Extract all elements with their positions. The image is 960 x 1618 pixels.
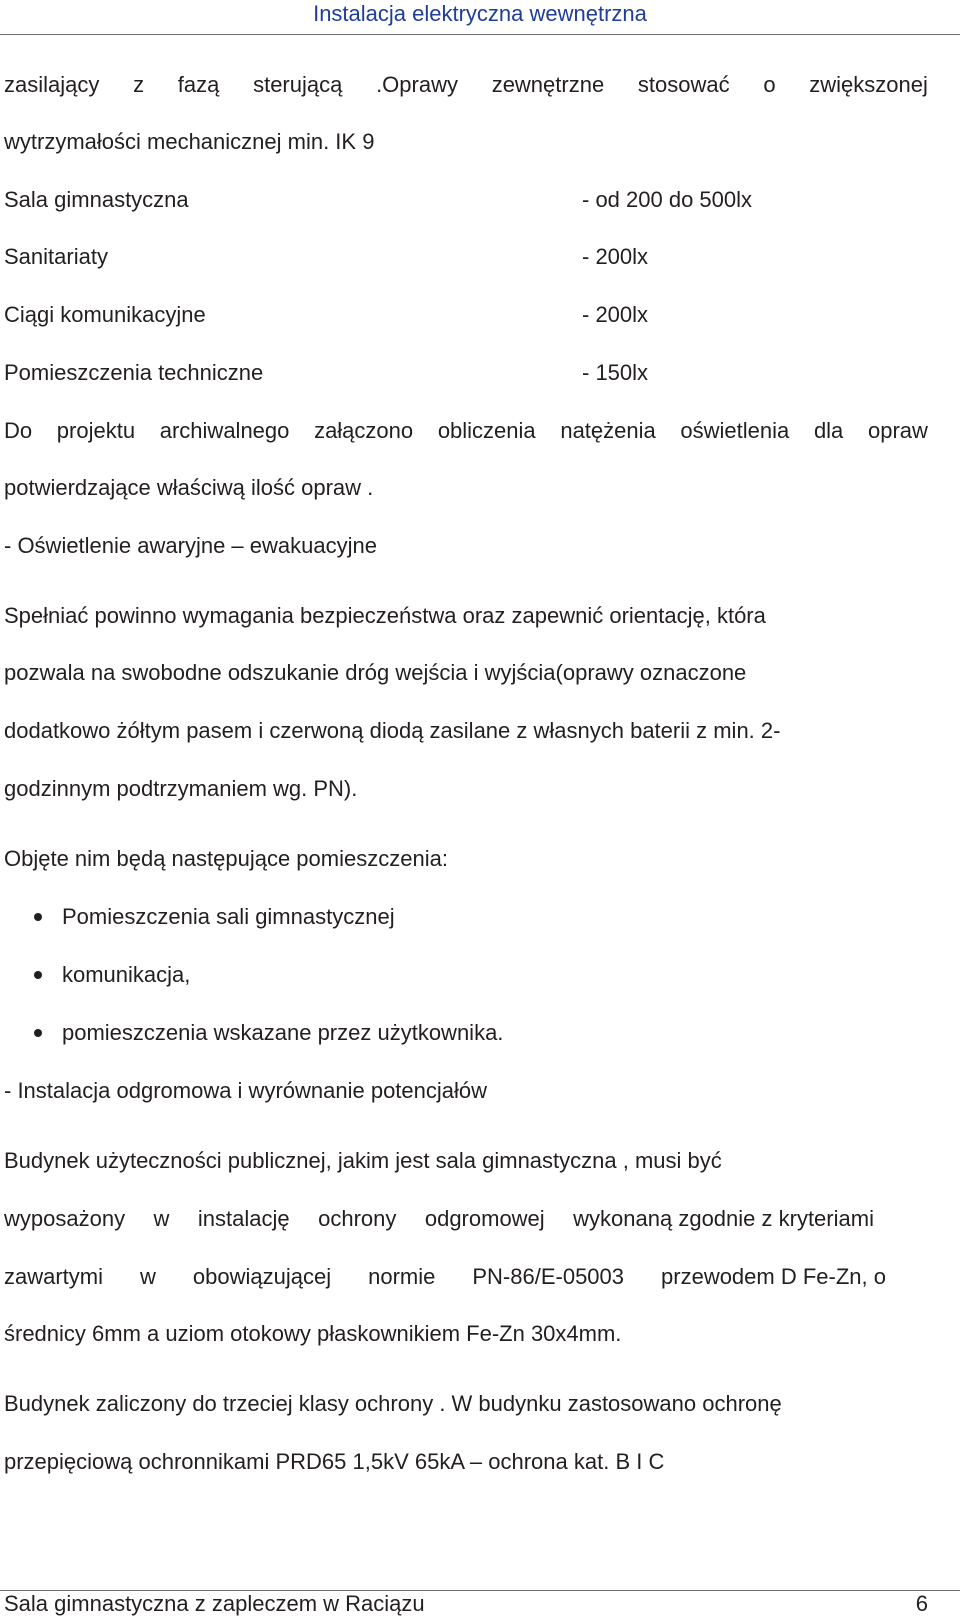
paragraph-line: średnicy 6mm a uziom otokowy płaskownikiem Fe-Zn 30x4mm. xyxy=(4,1321,622,1346)
paragraph-line: godzinnym podtrzymaniem wg. PN). xyxy=(4,776,358,801)
paragraph-line: przepięciową ochronnikami PRD65 1,5kV 65kA – ochrona kat. B I C xyxy=(4,1449,665,1474)
word: normie xyxy=(368,1264,436,1289)
word: zwiększonej xyxy=(809,72,928,97)
paragraph-line: wytrzymałości mechanicznej min. IK 9 xyxy=(4,129,375,154)
page-number: 6 xyxy=(915,1591,928,1616)
section-heading: - Oświetlenie awaryjne – ewakuacyjne xyxy=(4,533,377,558)
list-item: Pomieszczenia sali gimnastycznej xyxy=(62,904,395,929)
word: załączono xyxy=(314,418,414,443)
paragraph-line: potwierdzające właściwą ilość opraw . xyxy=(4,475,374,500)
word: ochrony xyxy=(318,1206,397,1231)
room-name: Sala gimnastyczna xyxy=(4,187,189,212)
word: Do xyxy=(4,418,33,443)
bullet-icon xyxy=(34,971,42,979)
word: .Oprawy xyxy=(376,72,458,97)
paragraph-line-justified xyxy=(4,417,928,445)
word: instalację xyxy=(197,1206,290,1231)
room-name: Sanitariaty xyxy=(4,244,108,269)
list-item: komunikacja, xyxy=(62,962,191,987)
word: archiwalnego xyxy=(159,418,290,443)
room-name: Ciągi komunikacyjne xyxy=(4,302,206,327)
word: PN-86/E-05003 xyxy=(472,1264,625,1289)
page-header xyxy=(0,0,960,35)
illuminance-value: - 150lx xyxy=(582,360,649,385)
illuminance-value: - 200lx xyxy=(582,244,649,269)
word: zasilający xyxy=(4,72,100,97)
word: wyposażony xyxy=(4,1206,126,1231)
footer-title: Sala gimnastyczna z zapleczem w Raciązu xyxy=(4,1591,425,1616)
word: obliczenia xyxy=(437,418,536,443)
paragraph-line-justified xyxy=(4,71,928,99)
word: fazą xyxy=(177,72,220,97)
word: obowiązującej xyxy=(192,1264,332,1289)
word: stosować xyxy=(637,72,730,97)
bullet-icon xyxy=(34,1029,42,1037)
word: w xyxy=(140,1264,156,1289)
word: oświetlenia xyxy=(680,418,790,443)
word: projektu xyxy=(56,418,136,443)
paragraph-line: Budynek użyteczności publicznej, jakim jest sala gimnastyczna , musi być xyxy=(4,1148,722,1173)
list-intro: Objęte nim będą następujące pomieszczenia: xyxy=(4,846,448,871)
paragraph-line-justified xyxy=(4,1263,886,1291)
bullet-icon xyxy=(34,913,42,921)
list-item: pomieszczenia wskazane przez użytkownika. xyxy=(62,1020,504,1045)
word: zawartymi xyxy=(4,1264,104,1289)
paragraph-line: Spełniać powinno wymagania bezpieczeństwa oraz zapewnić orientację, która xyxy=(4,603,766,628)
word: w xyxy=(153,1206,170,1231)
word: z xyxy=(133,72,145,97)
word: o xyxy=(763,72,776,97)
paragraph-line-justified xyxy=(4,1205,874,1233)
word: przewodem D Fe-Zn, o xyxy=(661,1264,886,1289)
word: odgromowej xyxy=(424,1206,545,1231)
word: opraw xyxy=(867,418,928,443)
paragraph-line: dodatkowo żółtym pasem i czerwoną diodą zasilane z własnych baterii z min. 2- xyxy=(4,718,781,743)
illuminance-value: - 200lx xyxy=(582,302,649,327)
paragraph-line: Budynek zaliczony do trzeciej klasy ochrony . W budynku zastosowano ochronę xyxy=(4,1391,782,1416)
word: dla xyxy=(813,418,844,443)
illuminance-value: - od 200 do 500lx xyxy=(582,187,753,212)
section-heading: - Instalacja odgromowa i wyrównanie potencjałów xyxy=(4,1078,488,1103)
paragraph-line: pozwala na swobodne odszukanie dróg wejścia i wyjścia(oprawy oznaczone xyxy=(4,660,747,685)
page-footer xyxy=(0,1590,960,1618)
header-title: Instalacja elektryczna wewnętrzna xyxy=(313,1,647,26)
word: sterującą xyxy=(253,72,343,97)
room-name: Pomieszczenia techniczne xyxy=(4,360,264,385)
word: natężenia xyxy=(560,418,656,443)
word: zewnętrzne xyxy=(491,72,605,97)
word: wykonaną zgodnie z kryteriami xyxy=(573,1206,874,1231)
